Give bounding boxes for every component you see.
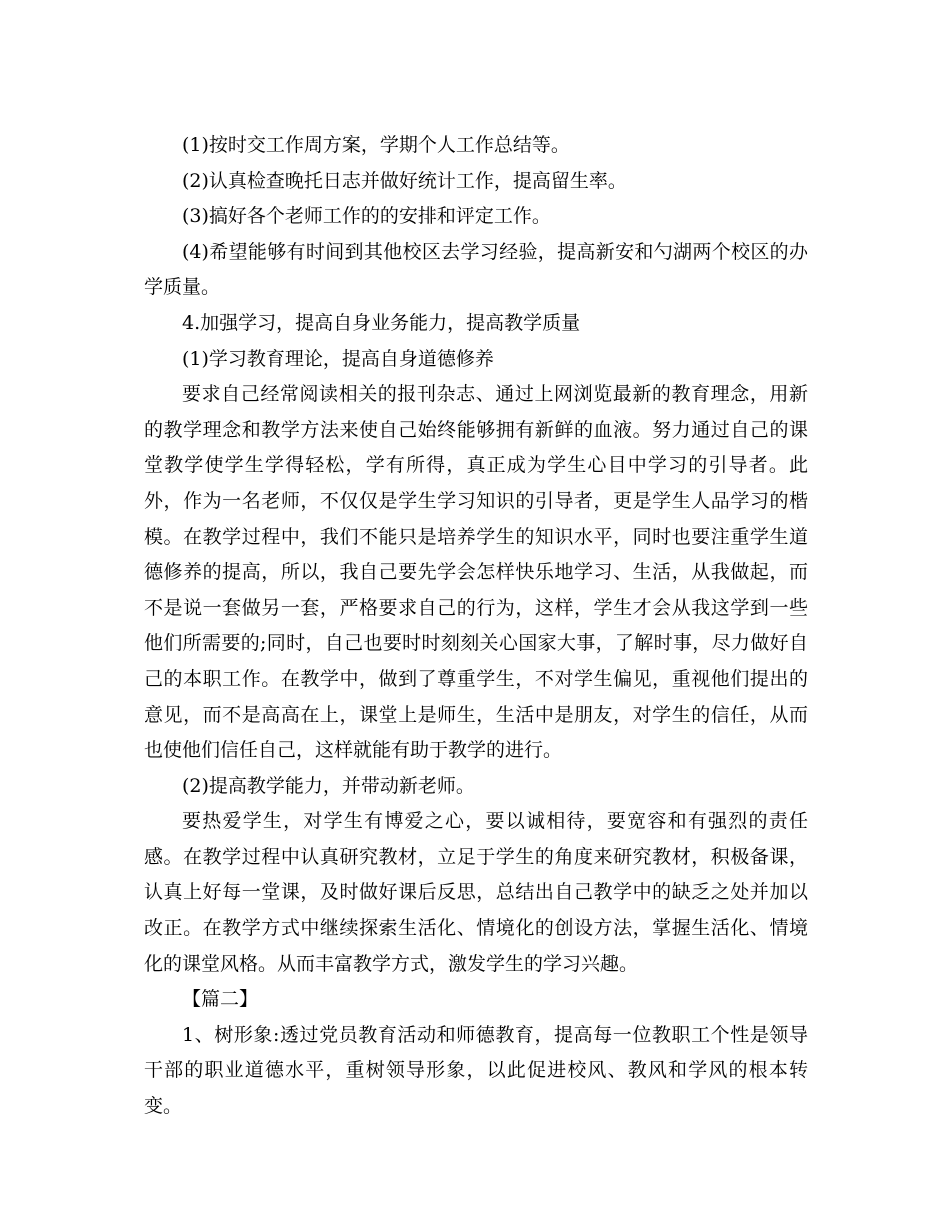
subheading-study-theory: (1)学习教育理论，提高自身道德修养 xyxy=(182,347,494,370)
paragraph-item-2: (2)认真检查晚托日志并做好统计工作，提高留生率。 xyxy=(182,169,627,192)
section-heading-4: 4.加强学习，提高自身业务能力，提高教学质量 xyxy=(182,311,581,334)
paragraph-item-3: (3)搞好各个老师工作的的安排和评定工作。 xyxy=(182,205,551,228)
body-paragraph-image-building: 1、树形象:透过党员教育活动和师德教育，提高每一位教职工个性是领导干部的职业道德水平，重树领导形象，以此促进校风、教风和学风的根本转变。 xyxy=(144,1023,808,1118)
paragraph-item-1: (1)按时交工作周方案，学期个人工作总结等。 xyxy=(182,134,570,156)
section-marker-part-two: 【篇二】 xyxy=(182,988,259,1011)
body-paragraph-teaching-ability: 要热爱学生，对学生有博爱之心，要以诚相待，要宽容和有强烈的责任感。在教学过程中认真研究教材，立足于学生的角度来研究教材，积极备课，认真上好每一堂课，及时做好课后反思，总结出自己教学中的缺乏之处并加以改正。在教学方式中继续探索生活化、情境化的创设方法，掌握生活化、情境化的课堂风格。从而丰富教学方式，激发学生的学习兴趣。 xyxy=(144,810,808,975)
paragraph-item-4: (4)希望能够有时间到其他校区去学习经验，提高新安和勺湖两个校区的办学质量。 xyxy=(144,240,808,299)
document-body xyxy=(144,128,808,1125)
body-paragraph-study-theory: 要求自己经常阅读相关的报刊杂志、通过上网浏览最新的教育理念，用新的教学理念和教学方法来使自己始终能够拥有新鲜的血液。努力通过自己的课堂教学使学生学得轻松，学有所得，真正成为学生心目中学习的引导者。此外，作为一名老师，不仅仅是学生学习知识的引导者，更是学生人品学习的楷模。在教学过程中，我们不能只是培养学生的知识水平，同时也要注重学生道德修养的提高，所以，我自己要先学会怎样快乐地学习、生活，从我做起，而不是说一套做另一套，严格要求自己的行为，这样，学生才会从我这学到一些他们所需要的;同时，自己也要时时刻刻关心国家大事，了解时事，尽力做好自己的本职工作。在教学中，做到了尊重学生，不对学生偏见，重视他们提出的意见，而不是高高在上，课堂上是师生，生活中是朋友，对学生的信任，从而也使他们信任自己，这样就能有助于教学的进行。 xyxy=(144,383,808,762)
subheading-teaching-ability: (2)提高教学能力，并带动新老师。 xyxy=(182,774,475,797)
